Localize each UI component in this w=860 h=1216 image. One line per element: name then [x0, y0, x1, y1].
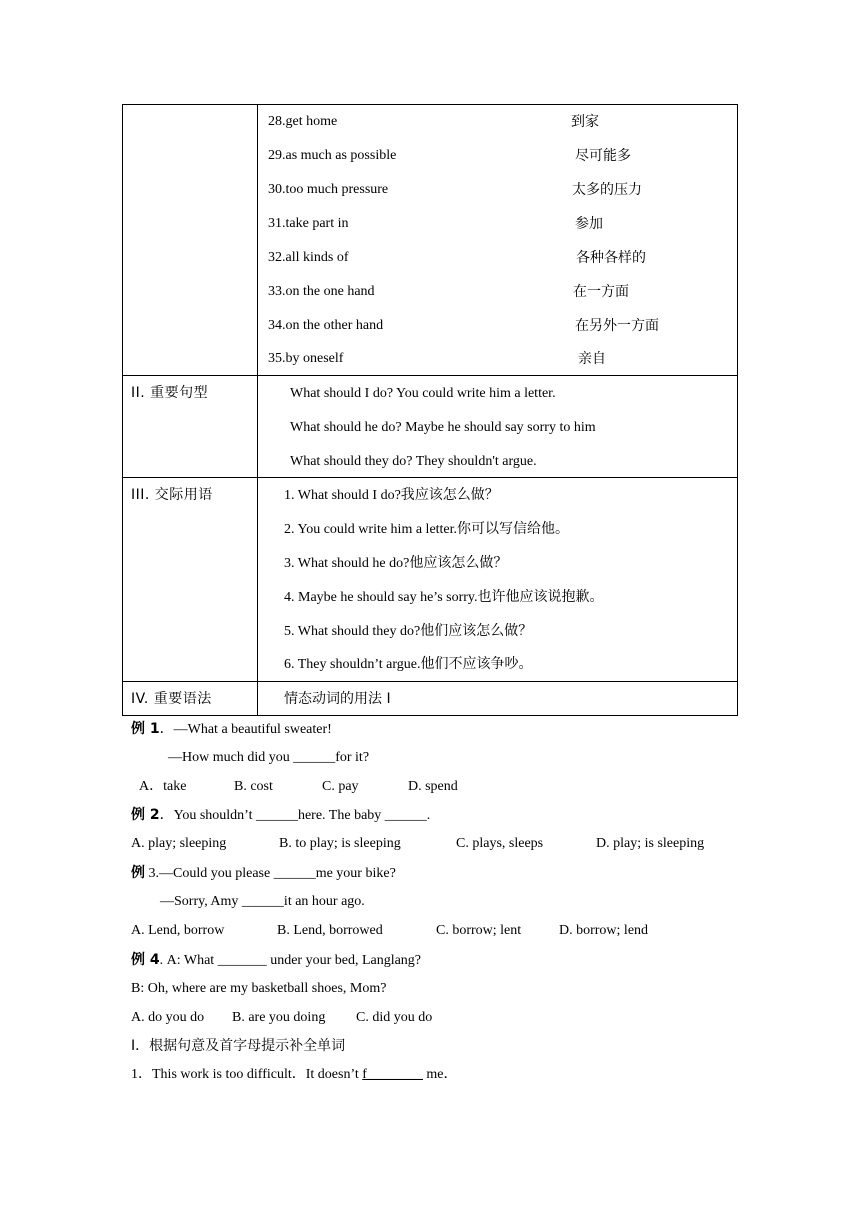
- example-2-question: 例 2．You shouldn’t ______here. The baby ______.: [131, 807, 431, 823]
- option: A. Lend, borrow: [131, 923, 225, 938]
- option: B. are you doing: [232, 1010, 326, 1025]
- option: A．take: [139, 779, 187, 794]
- sentence-pattern: What should I do? You could write him a letter.: [290, 386, 556, 401]
- option: A. play; sleeping: [131, 836, 227, 851]
- table-row-divider: [122, 681, 738, 682]
- option: A. do you do: [131, 1010, 205, 1025]
- example-tag: 例 4: [131, 952, 160, 968]
- example-tag: 例 1: [131, 721, 160, 737]
- vocab-zh: 参加: [575, 216, 603, 232]
- communication-line: 1. What should I do?我应该怎么做？: [284, 488, 499, 503]
- vocab-en: 31.take part in: [268, 216, 349, 231]
- option: C. plays, sleeps: [456, 836, 544, 851]
- section-label-communication: III. 交际用语: [131, 487, 213, 503]
- vocab-zh: 尽可能多: [575, 148, 631, 164]
- exercise-heading: I．根据句意及首字母提示补全单词: [131, 1038, 346, 1054]
- option: D. play; is sleeping: [596, 836, 705, 851]
- communication-line: 5. What should they do?他们应该怎么做？: [284, 624, 533, 639]
- vocab-zh: 太多的压力: [572, 182, 642, 198]
- grammar-topic: 情态动词的用法 I: [284, 691, 391, 707]
- table-row-divider: [122, 375, 738, 376]
- communication-line: 3. What should he do?他应该怎么做？: [284, 556, 508, 571]
- section-label-grammar: IV. 重要语法: [131, 691, 212, 707]
- vocab-zh: 到家: [571, 114, 599, 130]
- option: D. spend: [408, 779, 458, 794]
- example-3-reply: —Sorry, Amy ______it an hour ago.: [160, 894, 365, 909]
- example-3-question: 例 3.—Could you please ______me your bike?: [131, 865, 396, 881]
- section-label-sentence-patterns: II. 重要句型: [131, 385, 209, 401]
- example-tag: 例: [131, 865, 145, 881]
- vocab-en: 35.by oneself: [268, 351, 344, 366]
- vocab-en: 34.on the other hand: [268, 318, 384, 333]
- example-4-question: 例 4. A: What _______ under your bed, Langlang?: [131, 952, 422, 968]
- table-row-divider: [122, 477, 738, 478]
- vocab-en: 32.all kinds of: [268, 250, 349, 265]
- example-4-reply: B: Oh, where are my basketball shoes, Mom?: [131, 981, 387, 996]
- vocab-zh: 亲自: [578, 351, 606, 367]
- option: B. to play; is sleeping: [279, 836, 401, 851]
- answer-blank: f________: [362, 1067, 423, 1082]
- communication-line: 2. You could write him a letter.你可以写信给他。: [284, 522, 570, 537]
- communication-line: 4. Maybe he should say he’s sorry.也许他应该说抱歉。: [284, 590, 604, 605]
- vocab-en: 28.get home: [268, 114, 338, 129]
- option: C. did you do: [356, 1010, 433, 1025]
- option: B. cost: [234, 779, 273, 794]
- option: B. Lend, borrowed: [277, 923, 383, 938]
- vocab-en: 33.on the one hand: [268, 284, 375, 299]
- exercise-item-1: 1．This work is too difficult．It doesn’t f________ me．: [131, 1067, 458, 1082]
- example-1-reply: —How much did you ______for it?: [168, 750, 370, 765]
- example-1-question: 例 1．—What a beautiful sweater!: [131, 721, 332, 737]
- sentence-pattern: What should they do? They shouldn't argue.: [290, 454, 537, 469]
- vocab-en: 29.as much as possible: [268, 148, 397, 163]
- option: C. borrow; lent: [436, 923, 522, 938]
- option: D. borrow; lend: [559, 923, 649, 938]
- vocab-zh: 各种各样的: [576, 250, 646, 266]
- vocab-zh: 在另外一方面: [575, 318, 659, 334]
- communication-line: 6. They shouldn’t argue.他们不应该争吵。: [284, 657, 533, 672]
- table-column-divider: [257, 104, 258, 716]
- option: C. pay: [322, 779, 359, 794]
- vocab-en: 30.too much pressure: [268, 182, 389, 197]
- vocab-zh: 在一方面: [573, 284, 629, 300]
- example-tag: 例 2: [131, 807, 160, 823]
- sentence-pattern: What should he do? Maybe he should say sorry to him: [290, 420, 596, 435]
